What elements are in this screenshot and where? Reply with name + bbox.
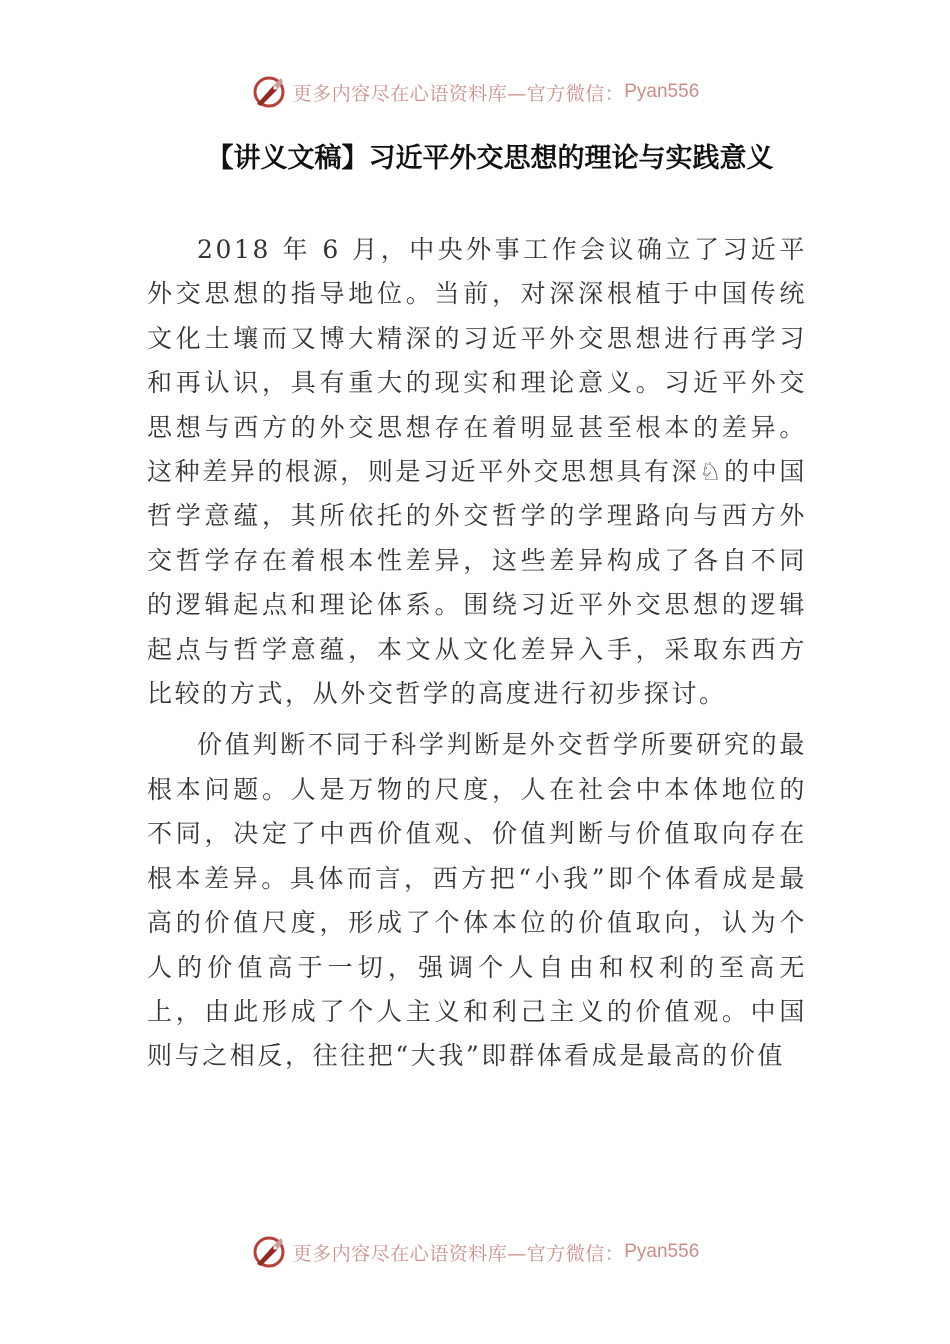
document-body <box>147 228 807 1079</box>
watermark-text: 更多内容尽在心语资料库—官方微信： <box>292 82 625 105</box>
watermark-account: Pyan556 <box>624 81 700 102</box>
paragraph-2: 价值判断不同于科学判断是外交哲学所要研究的最根本问题。人是万物的尺度，人在社会中本体地位的不同，决定了中西价值观、价值判断与价值取向存在根本差异。具体而言，西方把“小我”即个体看成是最高的价值尺度，形成了个体本位的价值取向，认为个人的价值高于一切，强调个人自由和权利的至高无上，由此形成了个人主义和利己主义的价值观。中国则与之相反，往往把“大我”即群体看成是最高的价值 <box>147 730 807 1071</box>
header-watermark <box>0 72 950 112</box>
document-title: 【讲义文稿】习近平外交思想的理论与实践意义 <box>206 143 774 174</box>
footer-watermark <box>0 1232 950 1272</box>
watermark-text: 更多内容尽在心语资料库—官方微信： <box>292 1242 625 1265</box>
paragraph-1: 2018 年 6 月，中央外事工作会议确立了习近平外交思想的指导地位。当前，对深深根植于中国传统文化土壤而又博大精深的习近平外交思想进行再学习和再认识，具有重大的现实和理论意义。习近平外交思想与西方的外交思想存在着明显甚至根本的差异。这种差异的根源，则是习近平外交思想具有深♘的中国哲学意蕴，其所依托的外交哲学的学理路向与西方外交哲学存在着根本性差异，这些差异构成了各自不同的逻辑起点和理论体系。围绕习近平外交思想的逻辑起点与哲学意蕴，本文从文化差异入手，采取东西方比较的方式，从外交哲学的高度进行初步探讨。 <box>147 235 807 709</box>
pen-nib-circle-logo-icon <box>251 1234 287 1270</box>
watermark-account: Pyan556 <box>624 1241 700 1262</box>
pen-nib-circle-logo-icon <box>251 74 287 110</box>
